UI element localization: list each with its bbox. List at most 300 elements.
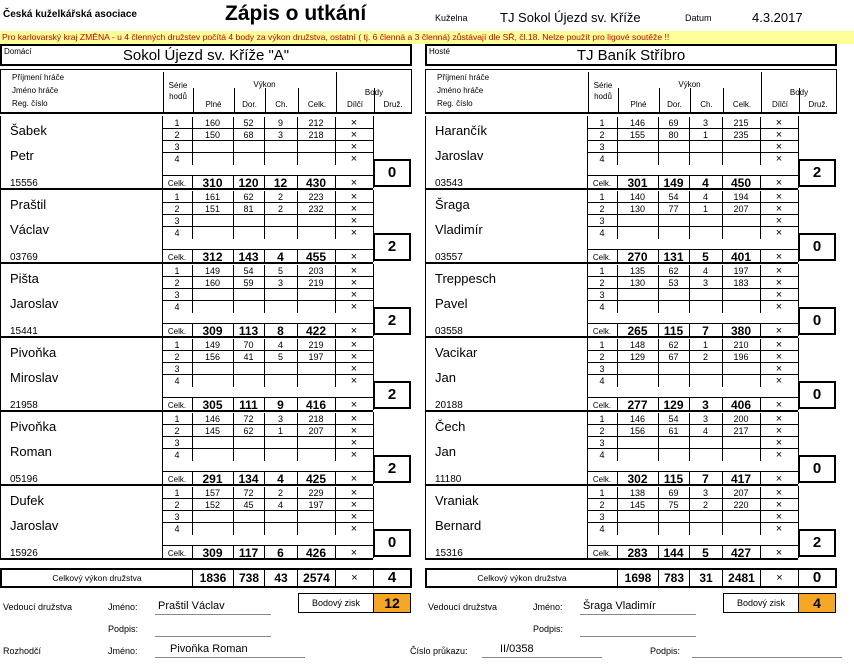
summary-dilci-mark: × [335, 570, 373, 586]
series-value: 2 [702, 352, 708, 362]
cell-border [689, 141, 690, 152]
cell-border [722, 153, 723, 165]
total-value: 4 [277, 250, 284, 264]
series-value: 5 [277, 266, 283, 276]
series-number: 1 [174, 488, 180, 498]
series-value: 2 [702, 500, 708, 510]
away-bodovy-zisk [723, 593, 836, 613]
series-value: 1 [702, 340, 708, 350]
series-row [162, 363, 373, 375]
cell-border [233, 301, 234, 313]
cell-border [192, 301, 193, 313]
series-value: 62 [668, 266, 679, 276]
player-total-row [587, 249, 798, 263]
player-surname: Pivoňka [10, 345, 57, 360]
block-border [0, 116, 1, 188]
dilci-mark: × [775, 129, 783, 141]
home-zisk-label: Bodový zisk [311, 598, 361, 608]
col-series-1: Série [168, 81, 188, 90]
player-total-row [162, 545, 373, 559]
cell-border [264, 523, 265, 535]
series-row [162, 203, 373, 215]
series-row [587, 437, 798, 449]
col-series-2: hodů [169, 92, 187, 101]
series-value: 135 [629, 266, 646, 276]
summary-label: Celkový výkon družstva [477, 573, 567, 583]
cell-border [233, 215, 234, 226]
series-value: 2 [277, 488, 283, 498]
cell-border [689, 375, 690, 387]
series-number: 3 [174, 438, 180, 448]
series-number: 2 [174, 278, 180, 288]
col-vykon: Výkon [678, 80, 701, 89]
cell-border [233, 449, 234, 461]
total-value: 309 [202, 324, 223, 338]
summary-label: Celkový výkon družstva [52, 573, 142, 583]
series-value: 145 [629, 500, 646, 510]
cell-border [689, 511, 690, 522]
player-surname: Dufek [10, 493, 44, 508]
total-value: 310 [202, 176, 223, 190]
total-value: 8 [277, 324, 284, 338]
dilci-mark: × [775, 351, 783, 363]
col-plne: Plné [630, 100, 647, 109]
player-firstname: Jaroslav [10, 296, 59, 311]
block-border [425, 264, 426, 336]
series-value: 9 [277, 118, 283, 128]
home-leader-line [155, 614, 271, 615]
cislo-prukazu-value: II/0358 [500, 643, 534, 655]
series-row [162, 375, 373, 387]
dilci-mark: × [775, 473, 783, 485]
dilci-mark: × [350, 289, 358, 301]
series-number: 1 [599, 488, 605, 498]
away-podpis-line [580, 636, 696, 637]
player-reg-number: 20188 [435, 400, 463, 411]
player-points: 2 [798, 159, 836, 187]
cell-border [297, 437, 298, 448]
series-row [162, 227, 373, 239]
cell-border [233, 153, 234, 165]
cell-border [264, 153, 265, 165]
series-row [162, 153, 373, 165]
series-value: 140 [629, 192, 646, 202]
series-number: 2 [599, 130, 605, 140]
series-value: 197 [308, 500, 324, 510]
series-number: 3 [599, 364, 605, 374]
total-value: 115 [663, 324, 684, 338]
player-firstname: Václav [10, 222, 50, 237]
dilci-mark: × [775, 251, 783, 263]
dilci-mark: × [775, 487, 783, 499]
cell-border [264, 141, 265, 152]
cell-border [297, 289, 298, 300]
player-block [0, 486, 373, 560]
series-value: 54 [668, 192, 679, 202]
kuzelna-label: Kuželna [435, 13, 468, 23]
dilci-mark: × [350, 325, 358, 337]
series-row [587, 363, 798, 375]
col-series-1: Série [593, 81, 613, 90]
series-row [587, 413, 798, 425]
player-block [425, 116, 798, 190]
home-role-label: Domácí [4, 47, 32, 56]
col-druz: Druž. [808, 100, 828, 109]
col-series-2: hodů [594, 92, 612, 101]
summary-value: 43 [264, 570, 297, 586]
series-number: 1 [599, 118, 605, 128]
summary-value: 31 [689, 570, 722, 586]
player-block [0, 412, 373, 486]
total-value: 422 [305, 324, 327, 338]
away-zisk-value: 4 [798, 594, 835, 612]
total-value: 3 [702, 398, 709, 412]
series-row [587, 375, 798, 387]
block-border [425, 116, 426, 188]
away-leader-name: Šraga Vladimír [583, 600, 656, 612]
player-total-row [162, 249, 373, 263]
dilci-mark: × [775, 413, 783, 425]
player-total-row [587, 323, 798, 337]
cell-border [192, 227, 193, 239]
cell-border [617, 363, 618, 374]
cell-border [297, 375, 298, 387]
cell-border [233, 289, 234, 300]
series-row [587, 215, 798, 227]
home-zisk-value: 12 [373, 594, 410, 612]
series-value: 207 [733, 204, 749, 214]
series-value: 75 [668, 500, 679, 510]
series-number: 3 [599, 290, 605, 300]
cell-border [658, 523, 659, 535]
total-label: Celk. [167, 253, 187, 262]
player-reg-number: 15316 [435, 548, 463, 559]
series-value: 3 [702, 278, 708, 288]
dilci-mark: × [350, 251, 358, 263]
cell-border [689, 437, 690, 448]
dilci-mark: × [775, 177, 783, 189]
rozhodci-line [155, 657, 305, 658]
total-value: 450 [730, 176, 752, 190]
series-value: 4 [277, 340, 283, 350]
dilci-mark: × [775, 203, 783, 215]
dilci-mark: × [350, 177, 358, 189]
cell-border [264, 215, 265, 226]
player-surname: Čech [435, 419, 466, 434]
series-row [587, 191, 798, 203]
cell-border [722, 289, 723, 300]
cell-border [264, 375, 265, 387]
total-value: 5 [702, 546, 709, 560]
series-value: 150 [204, 130, 221, 140]
series-number: 3 [599, 216, 605, 226]
total-value: 417 [730, 472, 752, 486]
player-total-row [587, 471, 798, 485]
series-value: 3 [277, 130, 283, 140]
player-total-row [162, 175, 373, 189]
player-firstname: Bernard [435, 518, 482, 533]
cell-border [658, 375, 659, 387]
cell-border [617, 289, 618, 300]
series-number: 4 [599, 154, 605, 164]
total-value: 277 [627, 398, 648, 412]
series-number: 2 [599, 426, 605, 436]
dilci-mark: × [350, 351, 358, 363]
dilci-mark: × [350, 499, 358, 511]
player-block [0, 338, 373, 412]
dilci-mark: × [775, 499, 783, 511]
cell-border [658, 511, 659, 522]
series-value: 1 [702, 130, 708, 140]
total-value: 401 [730, 250, 752, 264]
player-reg-number: 11180 [435, 474, 462, 485]
cell-border [689, 227, 690, 239]
dilci-mark: × [350, 227, 358, 239]
series-row [587, 449, 798, 461]
total-label: Celk. [592, 401, 612, 410]
series-value: 81 [243, 204, 254, 214]
total-value: 302 [627, 472, 648, 486]
series-value: 4 [702, 266, 708, 276]
series-value: 1 [277, 426, 283, 436]
series-row [162, 413, 373, 425]
series-value: 197 [308, 352, 324, 362]
col-firstname: Jméno hráče [12, 86, 59, 95]
cell-border [233, 511, 234, 522]
series-number: 4 [599, 450, 605, 460]
player-surname: Treppesch [435, 271, 496, 286]
series-value: 54 [243, 266, 254, 276]
total-value: 143 [238, 250, 259, 264]
col-ch: Ch. [275, 100, 288, 109]
total-label: Celk. [592, 327, 612, 336]
series-number: 2 [599, 500, 605, 510]
cell-border [617, 511, 618, 522]
player-firstname: Roman [10, 444, 52, 459]
player-reg-number: 03543 [435, 178, 463, 189]
series-number: 4 [174, 524, 180, 534]
summary-value: 2481 [722, 570, 760, 586]
series-number: 1 [599, 192, 605, 202]
notice-banner: Pro karlovarský kraj ZMĚNA - u 4 členných družstev počítá 4 body za výkon družstva, ostatní ( tj. 6 členná a 3 členná) zůstávají dle SŘ, čl.18. Nelze použít pro ligové soutěže !! [0, 31, 854, 44]
col-firstname: Jméno hráče [437, 86, 484, 95]
player-reg-number: 15556 [10, 178, 38, 189]
cell-border [192, 289, 193, 300]
cell-border [617, 523, 618, 535]
total-label: Celk. [592, 475, 612, 484]
series-value: 72 [243, 488, 254, 498]
dilci-mark: × [775, 215, 783, 227]
series-number: 2 [174, 426, 180, 436]
col-vykon: Výkon [253, 80, 276, 89]
dilci-mark: × [350, 523, 358, 535]
datum-value: 4.3.2017 [752, 10, 803, 25]
dilci-mark: × [775, 277, 783, 289]
rozhodci-jmeno-label: Jméno: [108, 646, 138, 656]
cell-border [617, 141, 618, 152]
player-firstname: Jan [435, 370, 456, 385]
cell-border [264, 437, 265, 448]
player-firstname: Petr [10, 148, 34, 163]
player-block [425, 264, 798, 338]
series-value: 161 [204, 192, 221, 202]
player-total-row [587, 175, 798, 189]
series-value: 156 [204, 352, 221, 362]
col-reg: Reg. číslo [12, 99, 48, 108]
dilci-mark: × [350, 449, 358, 461]
series-value: 3 [702, 488, 708, 498]
series-number: 4 [599, 376, 605, 386]
series-value: 54 [668, 414, 679, 424]
series-value: 138 [629, 488, 646, 498]
player-firstname: Pavel [435, 296, 468, 311]
series-row [587, 141, 798, 153]
series-row [587, 277, 798, 289]
away-jmeno-label: Jméno: [533, 602, 563, 612]
total-label: Celk. [592, 179, 612, 188]
series-row [162, 437, 373, 449]
series-value: 2 [277, 204, 283, 214]
series-number: 4 [174, 228, 180, 238]
series-value: 52 [243, 118, 254, 128]
summary-value: 2574 [297, 570, 335, 586]
away-team-box [425, 44, 837, 66]
player-block [425, 190, 798, 264]
total-value: 426 [305, 546, 327, 560]
cell-border [297, 363, 298, 374]
cislo-line [482, 657, 602, 658]
player-reg-number: 15441 [10, 326, 38, 337]
player-points: 2 [373, 233, 411, 261]
player-firstname: Jaroslav [10, 518, 59, 533]
series-row [162, 499, 373, 511]
series-value: 151 [204, 204, 221, 214]
col-plne: Plné [205, 100, 222, 109]
player-total-row [587, 397, 798, 411]
dilci-mark: × [350, 437, 358, 449]
block-border [0, 412, 1, 484]
total-value: 7 [702, 324, 709, 338]
col-surname: Příjmení hráče [12, 73, 65, 82]
cell-border [192, 511, 193, 522]
series-number: 1 [174, 340, 180, 350]
block-border [0, 190, 1, 262]
series-row [162, 117, 373, 129]
dilci-mark: × [775, 363, 783, 375]
series-number: 3 [174, 512, 180, 522]
series-value: 229 [308, 488, 324, 498]
series-value: 220 [733, 500, 749, 510]
cell-border [297, 227, 298, 239]
cell-border [264, 289, 265, 300]
series-row [587, 227, 798, 239]
series-number: 4 [599, 524, 605, 534]
player-block [425, 412, 798, 486]
series-row [162, 425, 373, 437]
dilci-mark: × [775, 339, 783, 351]
series-number: 3 [174, 216, 180, 226]
away-team-name: TJ Baník Stříbro [576, 47, 686, 64]
cell-border [233, 375, 234, 387]
cell-border [658, 227, 659, 239]
dilci-mark: × [350, 129, 358, 141]
series-value: 146 [629, 118, 646, 128]
series-value: 3 [277, 278, 283, 288]
cell-border [658, 363, 659, 374]
dilci-mark: × [350, 153, 358, 165]
series-value: 59 [243, 278, 254, 288]
player-reg-number: 15926 [10, 548, 38, 559]
cell-border [192, 215, 193, 226]
cell-border [297, 523, 298, 535]
series-number: 3 [599, 438, 605, 448]
summary-value: 783 [658, 570, 689, 586]
cell-border [192, 153, 193, 165]
dilci-mark: × [350, 301, 358, 313]
series-row [162, 265, 373, 277]
away-column-header [425, 69, 837, 114]
series-value: 3 [702, 414, 708, 424]
player-points: 0 [798, 233, 836, 261]
series-row [162, 289, 373, 301]
home-leader-name: Praštil Václav [158, 600, 225, 612]
away-zisk-label: Bodový zisk [736, 598, 786, 608]
player-points: 0 [798, 307, 836, 335]
series-row [162, 129, 373, 141]
cell-border [233, 437, 234, 448]
series-row [162, 191, 373, 203]
series-value: 223 [308, 192, 324, 202]
player-points: 2 [798, 529, 836, 557]
series-number: 1 [174, 414, 180, 424]
series-value: 217 [733, 426, 749, 436]
series-value: 156 [629, 426, 646, 436]
player-reg-number: 03769 [10, 252, 38, 263]
series-row [587, 339, 798, 351]
player-points: 2 [373, 381, 411, 409]
cell-border [192, 449, 193, 461]
cell-border [722, 511, 723, 522]
series-value: 207 [733, 488, 749, 498]
total-value: 131 [663, 250, 684, 264]
player-surname: Šabek [10, 123, 47, 138]
cell-border [658, 301, 659, 313]
total-value: 117 [238, 546, 259, 560]
series-number: 1 [599, 266, 605, 276]
series-row [587, 487, 798, 499]
cell-border [658, 449, 659, 461]
dilci-mark: × [775, 375, 783, 387]
cell-border [689, 449, 690, 461]
player-surname: Vraniak [435, 493, 479, 508]
series-row [587, 499, 798, 511]
cell-border [192, 375, 193, 387]
series-value: 212 [308, 118, 324, 128]
series-value: 2 [277, 192, 283, 202]
cell-border [192, 437, 193, 448]
series-value: 146 [629, 414, 646, 424]
player-points: 2 [373, 455, 411, 483]
total-label: Celk. [592, 253, 612, 262]
total-value: 129 [663, 398, 684, 412]
total-value: 120 [238, 176, 259, 190]
cell-border [297, 141, 298, 152]
series-number: 3 [174, 142, 180, 152]
series-row [587, 129, 798, 141]
series-value: 232 [308, 204, 324, 214]
total-value: 111 [239, 398, 258, 412]
series-value: 62 [243, 192, 254, 202]
